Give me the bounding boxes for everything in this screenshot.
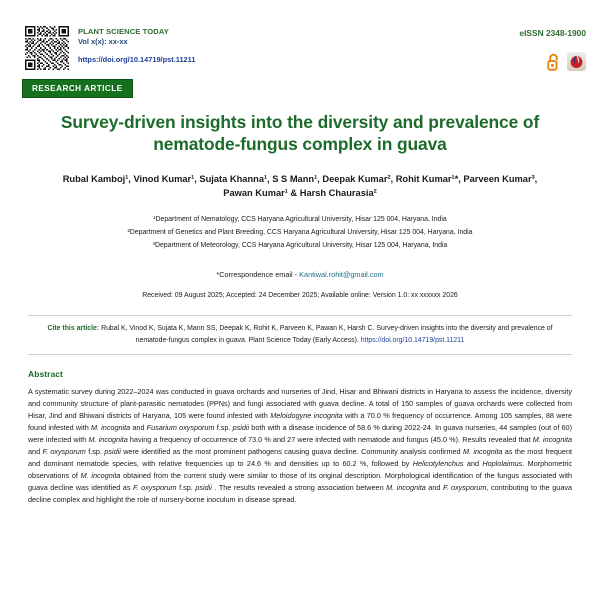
abstract-section xyxy=(28,369,572,506)
cite-text: Rubal K, Vinod K, Sujata K, Mann SS, Deepak K, Rohit K, Parveen K, Pawan K, Harsh C. Survey-driven insights into the diversity and prevalence of nematode-fungus complex in guava. Plant Science Today (Early Access). xyxy=(99,324,553,344)
journal-meta xyxy=(78,26,195,69)
correspondence-line xyxy=(0,270,600,279)
correspondence-email-link[interactable]: Kantiwal.rohit@gmail.com xyxy=(299,269,384,279)
affiliation-item: ¹Department of Nematology, CCS Haryana Agricultural University, Hisar 125 004, Haryana, India xyxy=(153,216,447,224)
masthead xyxy=(0,0,600,71)
author-list xyxy=(32,172,568,202)
cite-doi-link[interactable]: https://doi.org/10.14719/pst.11211 xyxy=(360,336,465,344)
cite-this-article-box xyxy=(28,315,572,355)
crossmark-badge-icon[interactable] xyxy=(567,52,586,71)
journal-doi-link[interactable]: https://doi.org/10.14719/pst.11211 xyxy=(78,55,196,65)
author-line-1: Rubal Kamboj¹, Vinod Kumar¹, Sujata Khanna¹, S S Mann¹, Deepak Kumar², Rohit Kumar¹*, Parveen Kumar³, xyxy=(62,173,538,184)
affiliation-item: ²Department of Genetics and Plant Breeding, CCS Haryana Agricultural University, Hisar 125 004, Haryana, India xyxy=(127,229,473,237)
publication-dates: Received: 09 August 2025; Accepted: 24 December 2025; Available online: Version 1.0: xx xxxxxx 2026 xyxy=(142,291,458,299)
masthead-right xyxy=(519,26,586,71)
correspondence-label: *Correspondence email - xyxy=(216,269,300,279)
eissn-label: eISSN 2348-1900 xyxy=(519,28,586,38)
journal-name: PLANT SCIENCE TODAY xyxy=(78,27,169,36)
article-type-wrap xyxy=(0,71,600,98)
journal-volume: Vol x(x): xx-xx xyxy=(78,37,128,47)
affiliation-item: ³Department of Meteorology, CCS Haryana Agricultural University, Hisar 125 004, Haryana, India xyxy=(152,241,448,249)
research-article-badge: RESEARCH ARTICLE xyxy=(22,79,133,98)
affiliation-list xyxy=(30,214,570,252)
article-title: Survey-driven insights into the diversity and prevalence of nematode-fungus complex in guava xyxy=(60,112,540,155)
abstract-heading: Abstract xyxy=(28,368,63,379)
cite-label: Cite this article: xyxy=(47,324,100,332)
abstract-paragraph: A systematic survey during 2022–2024 was conducted in guava orchards and nurseries of Jind, Hisar and Bhiwani districts in Haryana to assess the incidence, diversity and community structure of plant-parasitic nematodes (PPNs) and fungi associated with guava decline. A total of 150 samples of guava orchards were collected from Hisar, Jind and Bhiwani districts of Haryana, 105 were found infested with Meloidogyne incognita with a 70.0 % frequency of occurrence. Among 105 samples, 88 were found infested with M. incognita and Fusarium oxysporum f.sp. psidii both with a disease incidence of 58.6 % during 2022-24. In guava nurseries, 44 samples (out of 60) were infected with M. incognita having a frequency of occurrence of 73.0 % and 27 were infected with nematode and fungus (45.0 %). Results revealed that M. incognita and F. oxysporum f.sp. psidii were identified as the most prominent pathogens causing guava decline. Community analysis confirmed M. incognita as the most frequent and dominant nematode species, with relative frequencies up to 24.6 % and densities up to 60.2 %, followed by Helicotylenchus and Hoplolaimus. Morphometric observations of M. incognita obtained from the current study were similar to those of its original description. Morphological identification of the fungus associated with guava decline was identified as F. oxysporum f.sp. psidii . The results revealed a strong association between M. incognita and F. oxysporum, contributing to the guava decline complex and highlight the role of nursery-borne inoculum in disease spread. xyxy=(28,386,573,505)
masthead-badges xyxy=(519,52,586,71)
open-access-lock-icon[interactable] xyxy=(547,52,560,71)
qr-code-icon xyxy=(25,26,69,70)
author-line-2: Pawan Kumar¹ & Harsh Chaurasia² xyxy=(223,188,377,199)
masthead-left xyxy=(25,26,195,70)
